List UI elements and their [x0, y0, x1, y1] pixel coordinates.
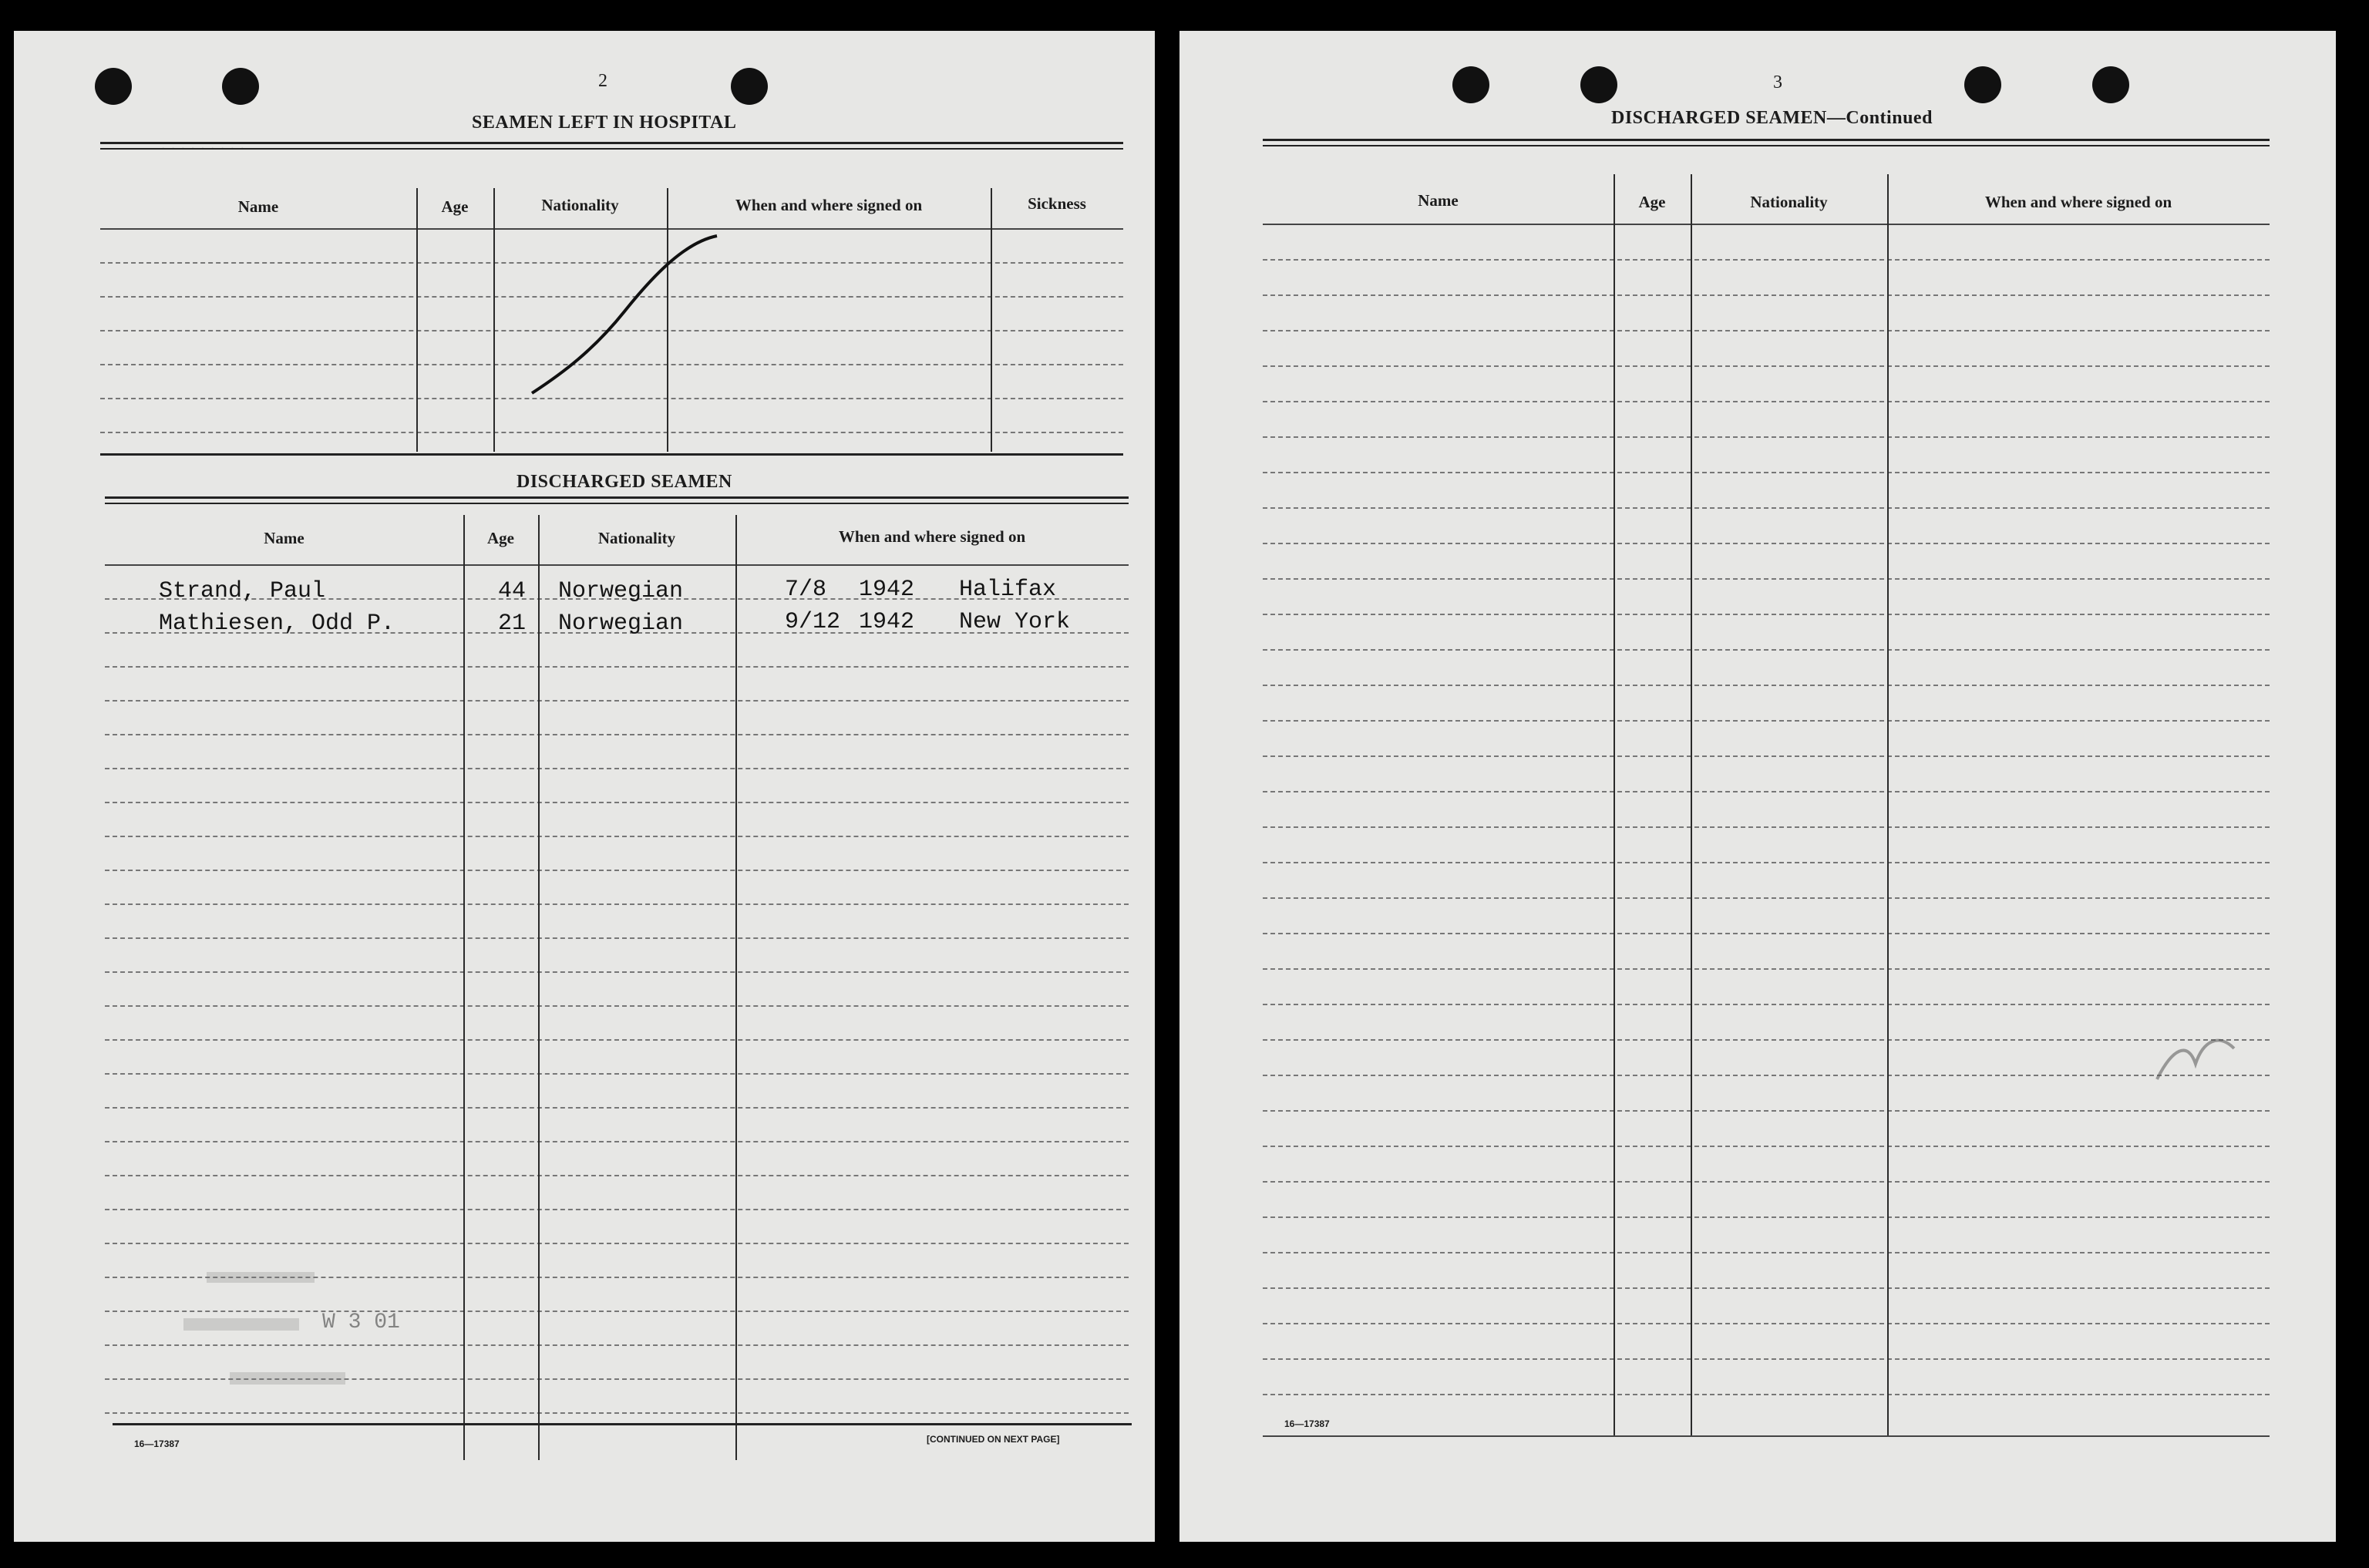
table-row-line	[1263, 543, 2270, 544]
signed-on-date: 7/8	[785, 577, 827, 603]
col-header-signed-on: When and where signed on	[1984, 193, 2172, 211]
punch-hole	[1964, 66, 2001, 103]
table-top-rule	[105, 496, 1129, 504]
page-title-main: DISCHARGED SEAMEN	[1611, 108, 1827, 128]
table-row-line	[1263, 1358, 2270, 1360]
table-row-line	[1263, 330, 2270, 331]
punch-hole	[731, 68, 768, 105]
table-row-line	[105, 768, 1129, 769]
col-header-sickness: Sickness	[1028, 194, 1086, 213]
table-row-line	[1263, 933, 2270, 934]
table-row-line	[1263, 1146, 2270, 1147]
continued-note: [CONTINUED ON NEXT PAGE]	[927, 1434, 1060, 1445]
column-divider	[463, 515, 465, 1460]
table-row-line	[1263, 1323, 2270, 1324]
signed-on-place: Halifax	[959, 577, 1057, 603]
col-header-name: Name	[237, 197, 279, 216]
signed-on-place: New York	[959, 609, 1071, 635]
table-row-line	[1263, 1287, 2270, 1289]
table-row-line	[1263, 1435, 2270, 1437]
discharged-continued-table	[1263, 139, 2270, 1442]
table-row-line	[105, 564, 1129, 566]
faint-stamp-impression	[176, 1257, 407, 1411]
signed-on-date: 9/12	[785, 609, 841, 635]
table-row-line	[1263, 472, 2270, 473]
table-row-line	[105, 1141, 1129, 1142]
table-row-line	[105, 836, 1129, 837]
table-row-line	[1263, 649, 2270, 651]
table-row-line	[1263, 259, 2270, 261]
punch-hole	[222, 68, 259, 105]
table-row-line	[1263, 862, 2270, 863]
col-header-nationality: Nationality	[597, 529, 676, 547]
table-row-line	[1263, 365, 2270, 367]
form-number: 16—17387	[134, 1438, 180, 1449]
table-row-line	[1263, 1252, 2270, 1253]
seaman-name: Mathiesen, Odd P.	[159, 611, 395, 637]
table-top-rule	[1263, 139, 2270, 146]
column-divider	[1691, 174, 1692, 1435]
table-row-line	[105, 802, 1129, 803]
bleed-through-mark	[2142, 1018, 2250, 1095]
bleed-through-text: · · · · · · · · ·	[160, 139, 245, 158]
col-header-nationality: Nationality	[1750, 193, 1828, 211]
table-row-line	[105, 1039, 1129, 1041]
signed-on-year: 1942	[859, 577, 915, 603]
hospital-section-title: SEAMEN LEFT IN HOSPITAL	[472, 113, 737, 133]
table-row-line	[1263, 578, 2270, 580]
seaman-nationality: Norwegian	[558, 578, 684, 604]
table-row-line	[105, 1005, 1129, 1007]
punch-hole	[2092, 66, 2129, 103]
right-page	[1179, 31, 2336, 1542]
column-divider	[538, 515, 540, 1460]
table-row-line	[1263, 826, 2270, 828]
seaman-name: Strand, Paul	[159, 578, 326, 604]
table-row-line	[105, 870, 1129, 871]
section-divider	[100, 453, 1123, 456]
discharged-section-title: DISCHARGED SEAMEN	[517, 472, 732, 492]
form-number: 16—17387	[1284, 1418, 1330, 1429]
col-header-age: Age	[487, 529, 514, 547]
table-row-line	[105, 1412, 1129, 1414]
column-divider	[1887, 174, 1889, 1435]
table-row-line	[105, 937, 1129, 939]
stamp-mark: W 3 01	[322, 1311, 400, 1334]
col-header-age: Age	[441, 197, 469, 216]
hospital-table	[100, 142, 1123, 458]
table-row-line	[105, 700, 1129, 702]
col-header-nationality: Nationality	[541, 196, 619, 214]
table-row-line	[1263, 294, 2270, 296]
cancel-slash-mark	[100, 142, 1123, 458]
table-row-line	[1263, 1394, 2270, 1395]
column-divider	[1614, 174, 1615, 1435]
table-row-line	[1263, 224, 2270, 225]
bottom-rule	[113, 1423, 1132, 1425]
seaman-age: 44	[498, 578, 527, 604]
table-row-line	[1263, 1039, 2270, 1041]
table-row-line	[105, 1243, 1129, 1244]
table-row-line	[105, 1209, 1129, 1210]
table-row-line	[1263, 968, 2270, 970]
table-row-line	[1263, 436, 2270, 438]
table-row-line	[1263, 791, 2270, 792]
col-header-name: Name	[1418, 191, 1459, 210]
col-header-signed-on: When and where signed on	[735, 196, 923, 214]
page-number: 2	[598, 71, 607, 91]
seaman-nationality: Norwegian	[558, 611, 684, 637]
table-row-line	[105, 1073, 1129, 1075]
table-row-line	[1263, 720, 2270, 722]
table-row-line	[105, 1107, 1129, 1109]
col-header-name: Name	[264, 529, 305, 547]
column-divider	[735, 515, 737, 1460]
table-row-line	[1263, 1004, 2270, 1005]
table-row-line	[1263, 1216, 2270, 1218]
table-row-line	[1263, 1075, 2270, 1076]
page-title	[1611, 108, 1933, 129]
signed-on-year: 1942	[859, 609, 915, 635]
seaman-age: 21	[498, 611, 527, 637]
table-row-line	[1263, 614, 2270, 615]
punch-hole	[1580, 66, 1617, 103]
table-row-line	[105, 903, 1129, 905]
left-page	[14, 31, 1155, 1542]
table-row-line	[105, 666, 1129, 668]
col-header-age: Age	[1638, 193, 1666, 211]
punch-hole	[95, 68, 132, 105]
table-row-line	[105, 971, 1129, 973]
page-number: 3	[1773, 72, 1782, 93]
table-row-line	[1263, 1110, 2270, 1112]
table-row-line	[105, 734, 1129, 735]
table-row-line	[105, 1175, 1129, 1176]
page-title-suffix: —Continued	[1826, 108, 1933, 128]
table-row-line	[1263, 507, 2270, 509]
punch-hole	[1452, 66, 1489, 103]
table-row-line	[1263, 401, 2270, 402]
table-row-line	[1263, 755, 2270, 757]
col-header-signed-on: When and where signed on	[838, 527, 1026, 546]
table-row-line	[1263, 1181, 2270, 1183]
table-row-line	[1263, 897, 2270, 899]
table-row-line	[1263, 685, 2270, 686]
